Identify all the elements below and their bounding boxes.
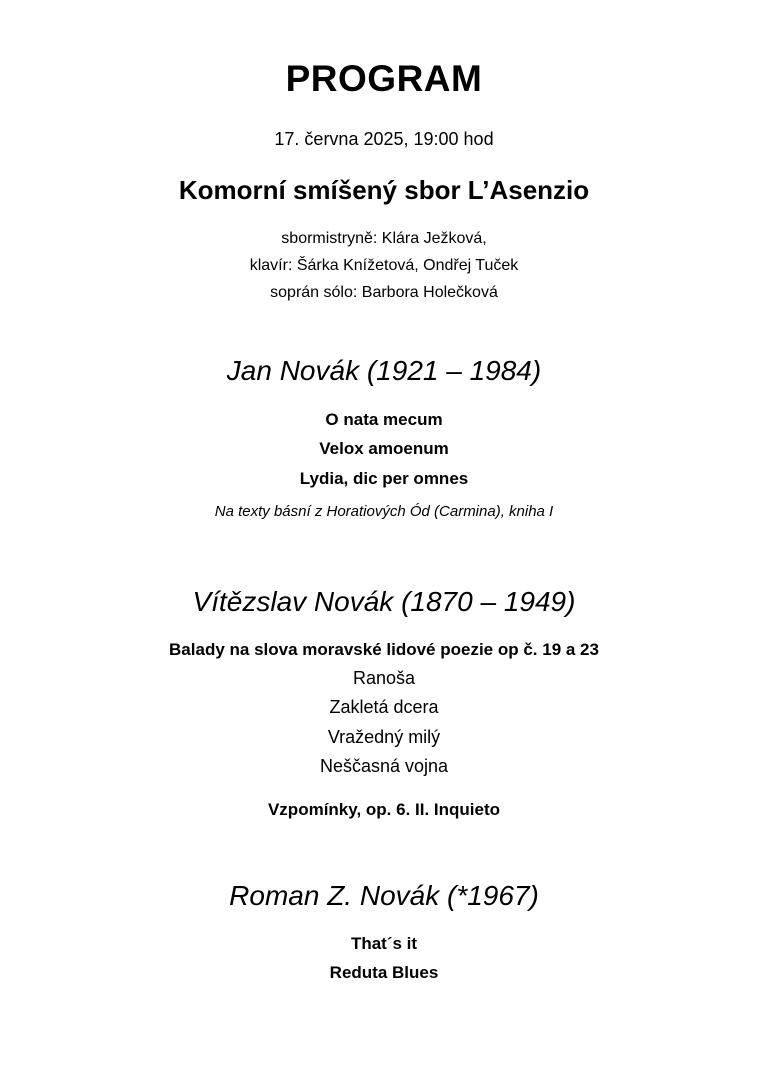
composer-heading: Roman Z. Novák (*1967) bbox=[229, 880, 539, 911]
cycle-title: Balady na slova moravské lidové poezie op č. 19 a 23 bbox=[169, 640, 599, 659]
performer-soprano: soprán sólo: Barbora Holečková bbox=[270, 284, 498, 301]
page-title: PROGRAM bbox=[285, 58, 483, 99]
cycle-item: Neščasná vojna bbox=[319, 756, 449, 776]
performer-conductor: sbormistryně: Klára Ježková, bbox=[281, 230, 487, 247]
work-title: That´s it bbox=[350, 934, 418, 953]
work-title: Reduta Blues bbox=[329, 963, 439, 982]
work-title: Vzpomínky, op. 6. II. Inquieto bbox=[267, 800, 501, 819]
concert-date: 17. června 2025, 19:00 hod bbox=[274, 129, 494, 149]
cycle-item: Vražedný milý bbox=[327, 727, 441, 747]
cycle-item: Zakletá dcera bbox=[329, 697, 439, 717]
cycle-item: Ranoša bbox=[352, 668, 416, 688]
composer-heading: Vítězslav Novák (1870 – 1949) bbox=[192, 586, 576, 617]
composer-heading: Jan Novák (1921 – 1984) bbox=[226, 355, 542, 386]
work-title: O nata mecum bbox=[325, 410, 443, 429]
work-title: Lydia, dic per omnes bbox=[299, 469, 469, 488]
choir-name: Komorní smíšený sbor L’Asenzio bbox=[178, 175, 590, 205]
performer-piano: klavír: Šárka Knížetová, Ondřej Tuček bbox=[249, 257, 519, 274]
section-note: Na texty básní z Horatiových Ód (Carmina), kniha I bbox=[214, 503, 554, 520]
work-title: Velox amoenum bbox=[319, 439, 449, 458]
